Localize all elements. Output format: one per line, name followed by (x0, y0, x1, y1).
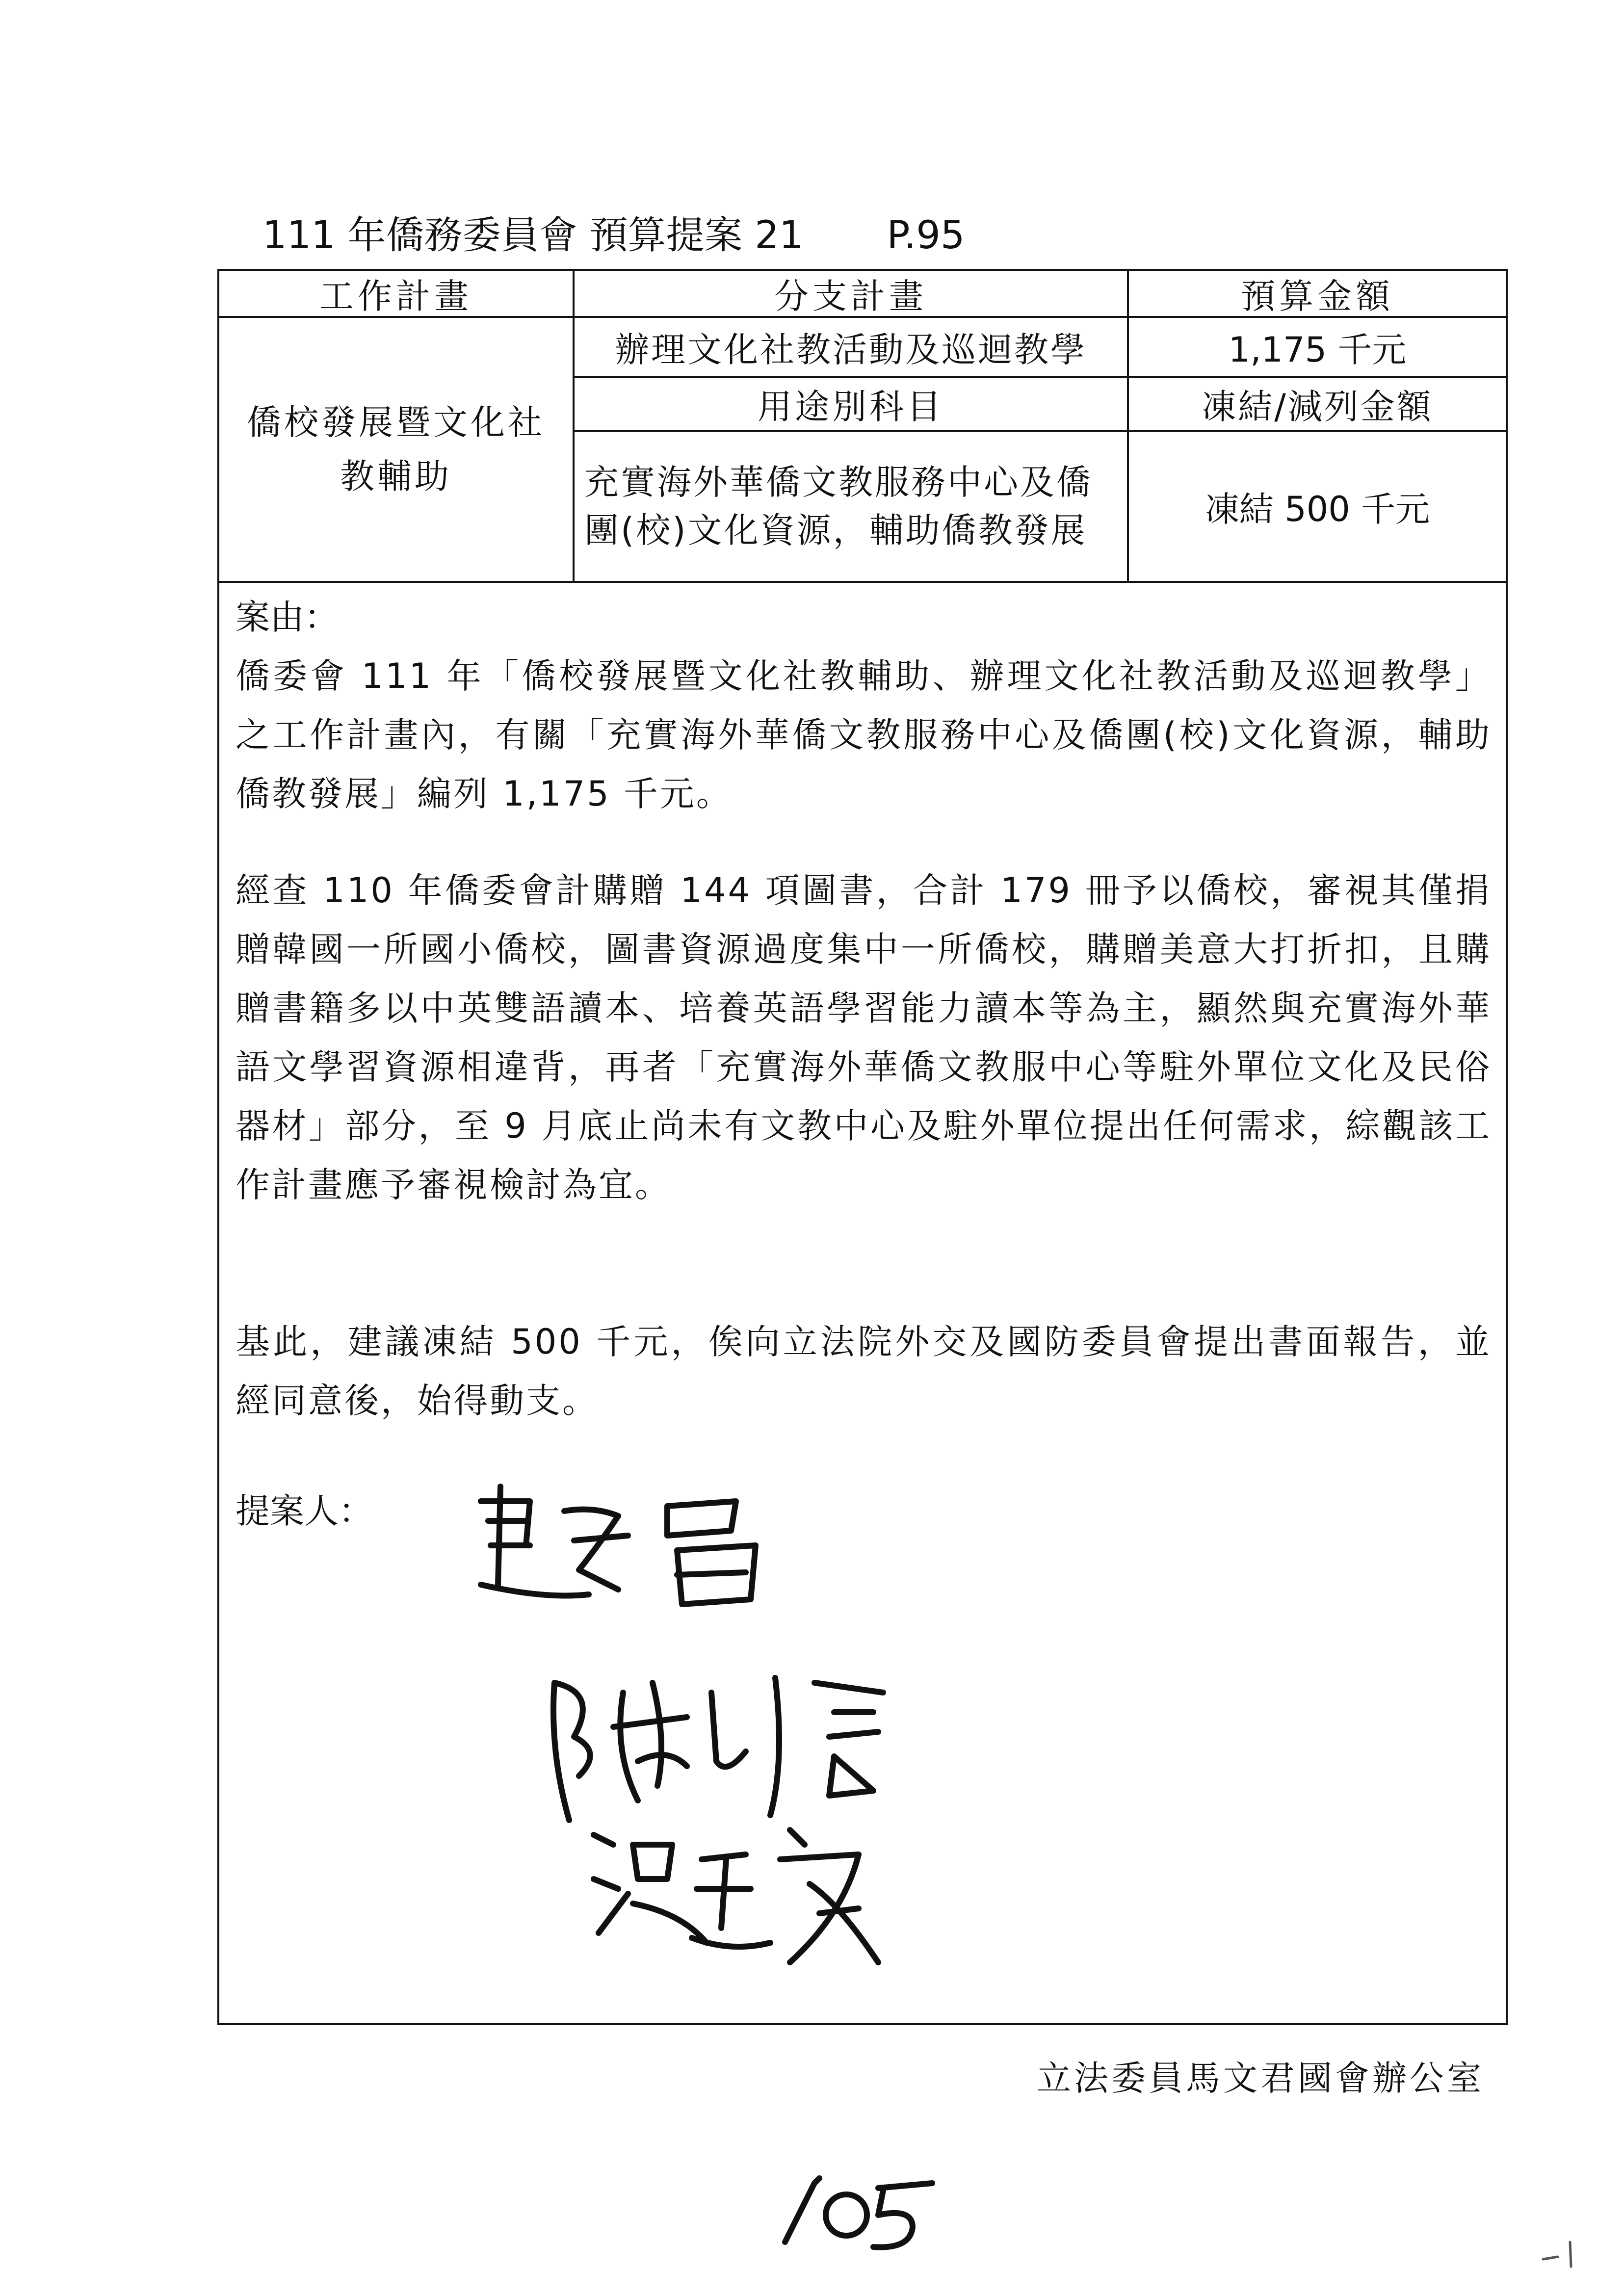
col-header-branch-plan: 分支計畫 (774, 276, 927, 316)
reason-paragraph-2: 經查 110 年僑委會計購贈 144 項圖書，合計 179 冊予以僑校，審視其僅捐贈韓國一所國小僑校，圖書資源過度集中一所僑校，購贈美意大打折扣，且購贈書籍多以中英雙語讀本、培養英語學習能力讀本等為主，顯然與充實海外華語文學習資源相違背，再者「充實海外華僑文教服中心等駐外單位文化及民俗器材」部分，至 9 月底止尚未有文教中心及駐外單位提出任何需求，綜觀該工作計畫應予審視檢討為宜。 (236, 870, 1492, 1205)
budget-amount-cell: 1,175 千元 (1228, 329, 1407, 370)
document-header (262, 211, 965, 260)
freeze-header-cell: 凍結/減列金額 (1202, 386, 1433, 427)
signature-wen-yu-hsia (584, 1815, 898, 1967)
table-rule (219, 581, 1506, 583)
signature-chen-yi-hsin (540, 1663, 971, 1825)
subject-header-cell: 用途別科目 (758, 386, 944, 427)
col-header-work-plan: 工作計畫 (319, 276, 472, 316)
reason-paragraph-3: 基此，建議凍結 500 千元，俟向立法院外交及國防委員會提出書面報告，並經同意後，始得動支。 (236, 1322, 1492, 1421)
scan-mark (1541, 2237, 1580, 2271)
branch-plan-cell: 辦理文化社教活動及巡迴教學 (615, 329, 1087, 370)
signature-ma-wen-chun (471, 1472, 785, 1634)
office-name: 立法委員馬文君國會辦公室 (1037, 2058, 1484, 2098)
col-header-budget: 預算金額 (1241, 276, 1394, 316)
handwritten-page-number (765, 2168, 942, 2252)
reason-label: 案由： (236, 597, 339, 637)
page-reference: P.95 (887, 213, 965, 258)
proposer-label: 提案人： (236, 1491, 373, 1531)
reason-paragraph-1: 僑委會 111 年「僑校發展暨文化社教輔助、辦理文化社教活動及巡迴教學」之工作計畫內，有關「充實海外華僑文教服務中心及僑團(校)文化資源，輔助僑教發展」編列 1,175 千元。 (236, 656, 1492, 814)
subject-item-cell: 充實海外華僑文教服務中心及僑團(校)文化資源，輔助僑教發展 (584, 462, 1093, 550)
freeze-amount-cell: 凍結 500 千元 (1205, 489, 1430, 529)
work-plan-cell: 僑校發展暨文化社教輔助 (247, 402, 545, 496)
proposal-title: 111 年僑務委員會 預算提案 21 (262, 213, 804, 258)
